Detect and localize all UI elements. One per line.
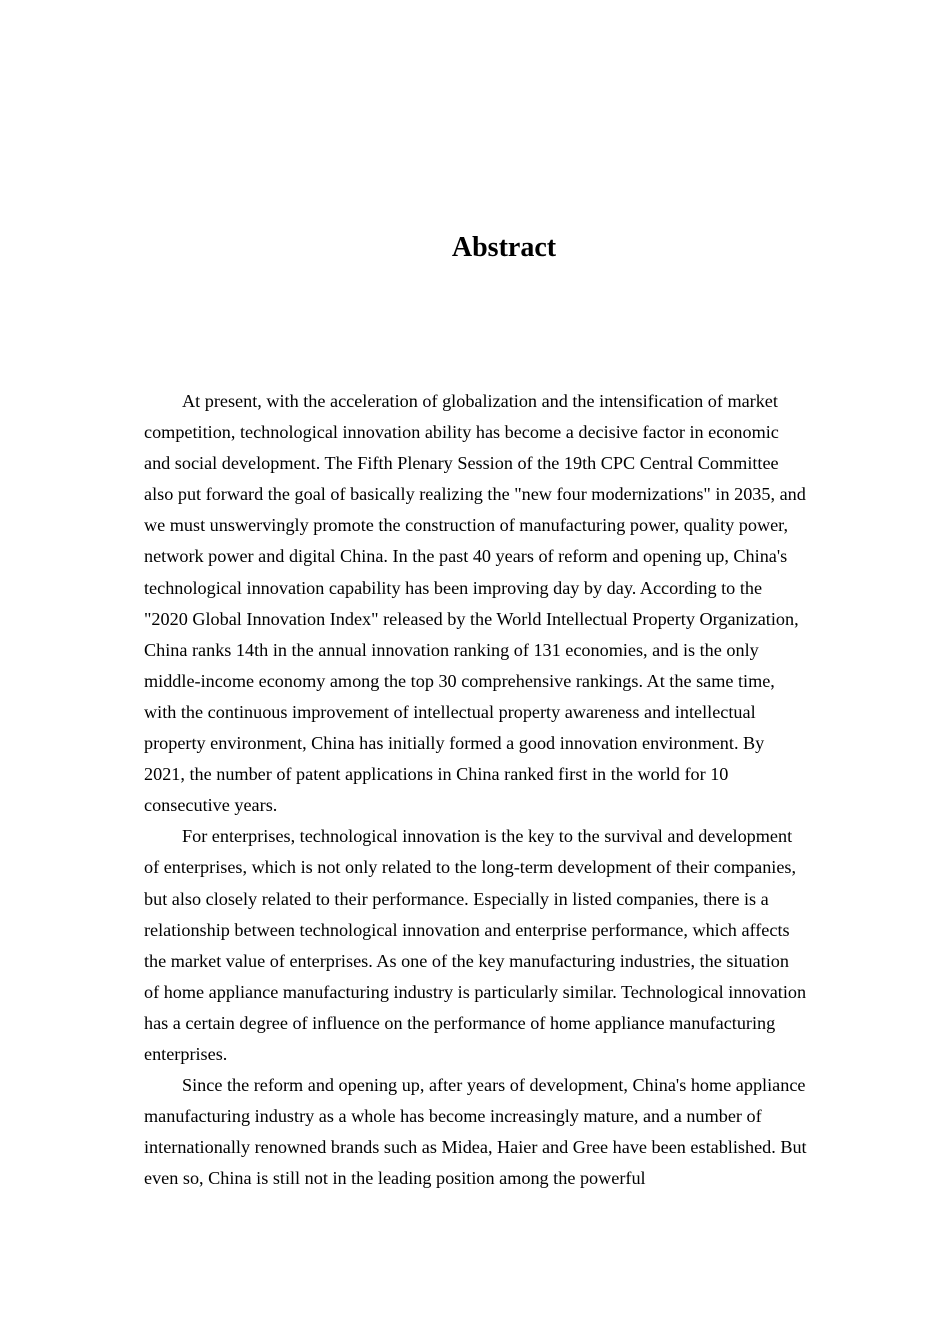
paragraph-2: For enterprises, technological innovation is the key to the survival and development of enterprises, which is not only related to the long-term development of their companies, but also closely related to their performance. Especially in listed companies, there is a relationship between technological innovation and enterprise performance, which affects the market value of enterprises. As one of the key manufacturing industries, the situation of home appliance manufacturing industry is particularly similar. Technological innovation has a certain degree of influence on the performance of home appliance manufacturing enterprises.: [144, 826, 807, 1064]
page-title: Abstract: [451, 232, 557, 263]
paragraph-1: At present, with the acceleration of globalization and the intensification of market competition, technological innovation ability has become a decisive factor in economic and social development. The Fifth Plenary Session of the 19th CPC Central Committee also put forward the goal of basically realizing the "new four modernizations" in 2035, and we must unswervingly promote the construction of manufacturing power, quality power, network power and digital China. In the past 40 years of reform and opening up, China's technological innovation capability has been improving day by day. According to the "2020 Global Innovation Index" released by the World Intellectual Property Organization, China ranks 14th in the annual innovation ranking of 131 economies, and is the only middle-income economy among the top 30 comprehensive rankings. At the same time, with the continuous improvement of intellectual property awareness and intellectual property environment, China has initially formed a good innovation environment. By 2021, the number of patent applications in China ranked first in the world for 10 consecutive years.: [144, 391, 806, 816]
paragraph-3: Since the reform and opening up, after years of development, China's home appliance manufacturing industry as a whole has become increasingly mature, and a number of internationally renowned brands such as Midea, Haier and Gree have been established. But even so, China is still not in the leading position among the powerful: [144, 1075, 807, 1189]
abstract-body: [144, 386, 808, 1194]
